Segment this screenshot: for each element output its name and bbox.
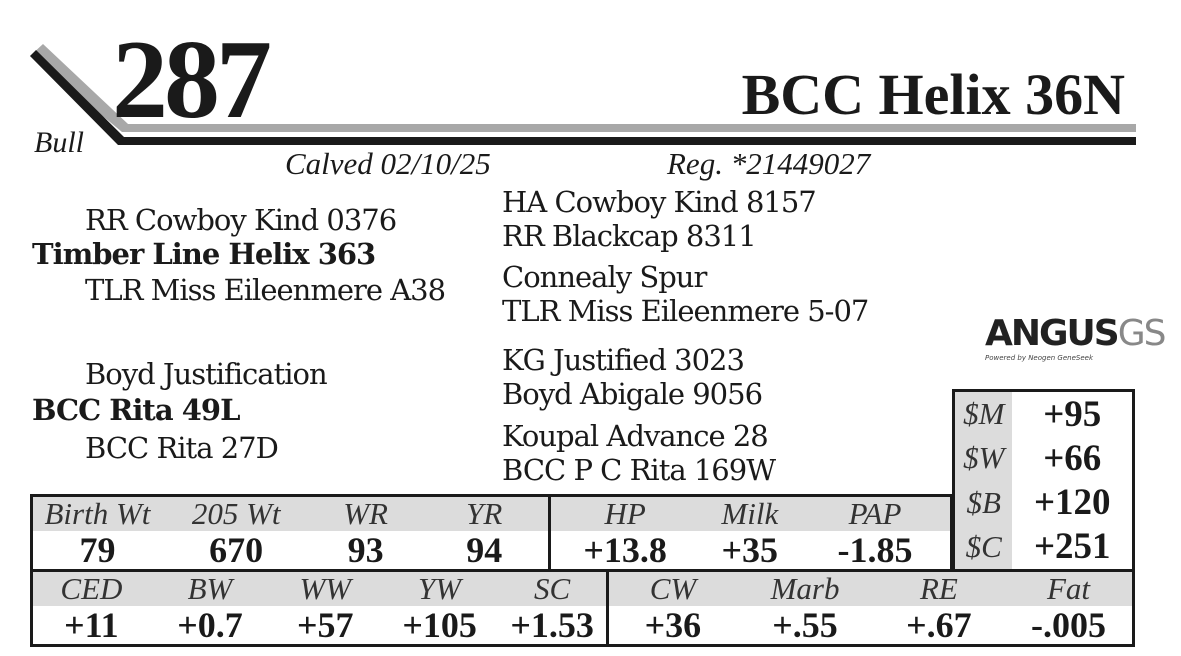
perf-label-pap: PAP bbox=[800, 496, 952, 532]
epd-value-marb: +.55 bbox=[772, 605, 838, 645]
pedigree-dam-dam-sire: Koupal Advance 28 bbox=[502, 419, 768, 453]
pedigree-sire-sire-sire: HA Cowboy Kind 8157 bbox=[502, 185, 816, 219]
index-value-b: +120 bbox=[1033, 482, 1111, 524]
calved-date: Calved 02/10/25 bbox=[285, 146, 491, 181]
perf-value-yr: 94 bbox=[466, 530, 503, 570]
perf-value-hp: +13.8 bbox=[549, 531, 699, 571]
performance-value-row bbox=[32, 531, 952, 571]
perf-value-wr: 93 bbox=[347, 530, 384, 570]
angus-gs-logo bbox=[985, 313, 1165, 366]
index-label-w: $W bbox=[954, 436, 1013, 480]
pedigree-sire-dam-sire: Connealy Spur bbox=[502, 260, 707, 294]
epd-value-ced: +11 bbox=[64, 605, 119, 645]
pedigree-sire: Timber Line Helix 363 bbox=[32, 237, 376, 271]
epd-label-cw: CW bbox=[607, 571, 737, 607]
epd-label-row bbox=[32, 571, 1134, 607]
index-value-m: +95 bbox=[1043, 393, 1102, 435]
epd-table bbox=[30, 569, 1135, 647]
pedigree-dam-sire: Boyd Justification bbox=[85, 357, 327, 391]
logo-tagline: Powered by Neogen GeneSeek bbox=[985, 354, 1094, 362]
epd-label-ww: WW bbox=[270, 571, 380, 607]
epd-value-re: +.67 bbox=[906, 605, 972, 645]
epd-label-sc: SC bbox=[499, 571, 607, 607]
pedigree-sire-dam: TLR Miss Eileenmere A38 bbox=[85, 273, 446, 307]
index-row-b bbox=[954, 480, 1134, 524]
epd-value-bw: +0.7 bbox=[177, 605, 243, 645]
epd-label-ced: CED bbox=[32, 571, 150, 607]
registration-number: Reg. *21449027 bbox=[667, 146, 871, 181]
performance-label-row bbox=[32, 496, 952, 532]
index-label-c: $C bbox=[954, 525, 1013, 571]
perf-value-birth-wt: 79 bbox=[79, 530, 116, 570]
pedigree-sire-dam-dam: TLR Miss Eileenmere 5-07 bbox=[502, 294, 869, 328]
epd-label-re: RE bbox=[873, 571, 1005, 607]
index-label-b: $B bbox=[954, 480, 1013, 524]
dollar-index-table bbox=[952, 389, 1135, 572]
epd-value-cw: +36 bbox=[607, 606, 737, 646]
epd-value-yw: +105 bbox=[402, 605, 477, 645]
perf-label-birth-wt: Birth Wt bbox=[32, 496, 162, 532]
index-value-c: +251 bbox=[1033, 526, 1111, 568]
pedigree-sire-sire: RR Cowboy Kind 0376 bbox=[85, 203, 397, 237]
index-row-m bbox=[954, 391, 1134, 437]
perf-value-milk: +35 bbox=[721, 530, 779, 570]
epd-value-row bbox=[32, 606, 1134, 646]
perf-value-205-wt: 670 bbox=[209, 530, 264, 570]
lot-number: 287 bbox=[112, 18, 268, 142]
performance-table bbox=[30, 494, 953, 572]
perf-value-pap: -1.85 bbox=[837, 530, 913, 570]
pedigree-sire-sire-dam: RR Blackcap 8311 bbox=[502, 219, 756, 253]
index-value-w: +66 bbox=[1043, 437, 1102, 479]
epd-value-ww: +57 bbox=[297, 605, 354, 645]
sex-label: Bull bbox=[34, 126, 84, 159]
epd-label-yw: YW bbox=[380, 571, 498, 607]
pedigree-dam-sire-sire: KG Justified 3023 bbox=[502, 343, 744, 377]
perf-label-yr: YR bbox=[421, 496, 549, 532]
pedigree-dam: BCC Rita 49L bbox=[32, 393, 240, 427]
perf-label-hp: HP bbox=[549, 496, 699, 532]
logo-suffix-text: GS bbox=[1117, 313, 1165, 354]
epd-value-fat: -.005 bbox=[1031, 605, 1107, 645]
animal-name: BCC Helix 36N bbox=[741, 62, 1125, 127]
index-row-c bbox=[954, 525, 1134, 571]
epd-label-marb: Marb bbox=[737, 571, 872, 607]
index-row-w bbox=[954, 436, 1134, 480]
perf-label-205-wt: 205 Wt bbox=[162, 496, 310, 532]
pedigree-dam-sire-dam: Boyd Abigale 9056 bbox=[502, 377, 763, 411]
perf-label-wr: WR bbox=[310, 496, 420, 532]
pedigree-dam-dam: BCC Rita 27D bbox=[85, 431, 278, 465]
epd-label-bw: BW bbox=[150, 571, 270, 607]
pedigree-dam-dam-dam: BCC P C Rita 169W bbox=[502, 453, 776, 487]
logo-main-text: ANGUS bbox=[985, 313, 1118, 354]
epd-label-fat: Fat bbox=[1005, 571, 1133, 607]
epd-value-sc: +1.53 bbox=[510, 605, 594, 645]
index-label-m: $M bbox=[954, 391, 1013, 437]
perf-label-milk: Milk bbox=[700, 496, 800, 532]
